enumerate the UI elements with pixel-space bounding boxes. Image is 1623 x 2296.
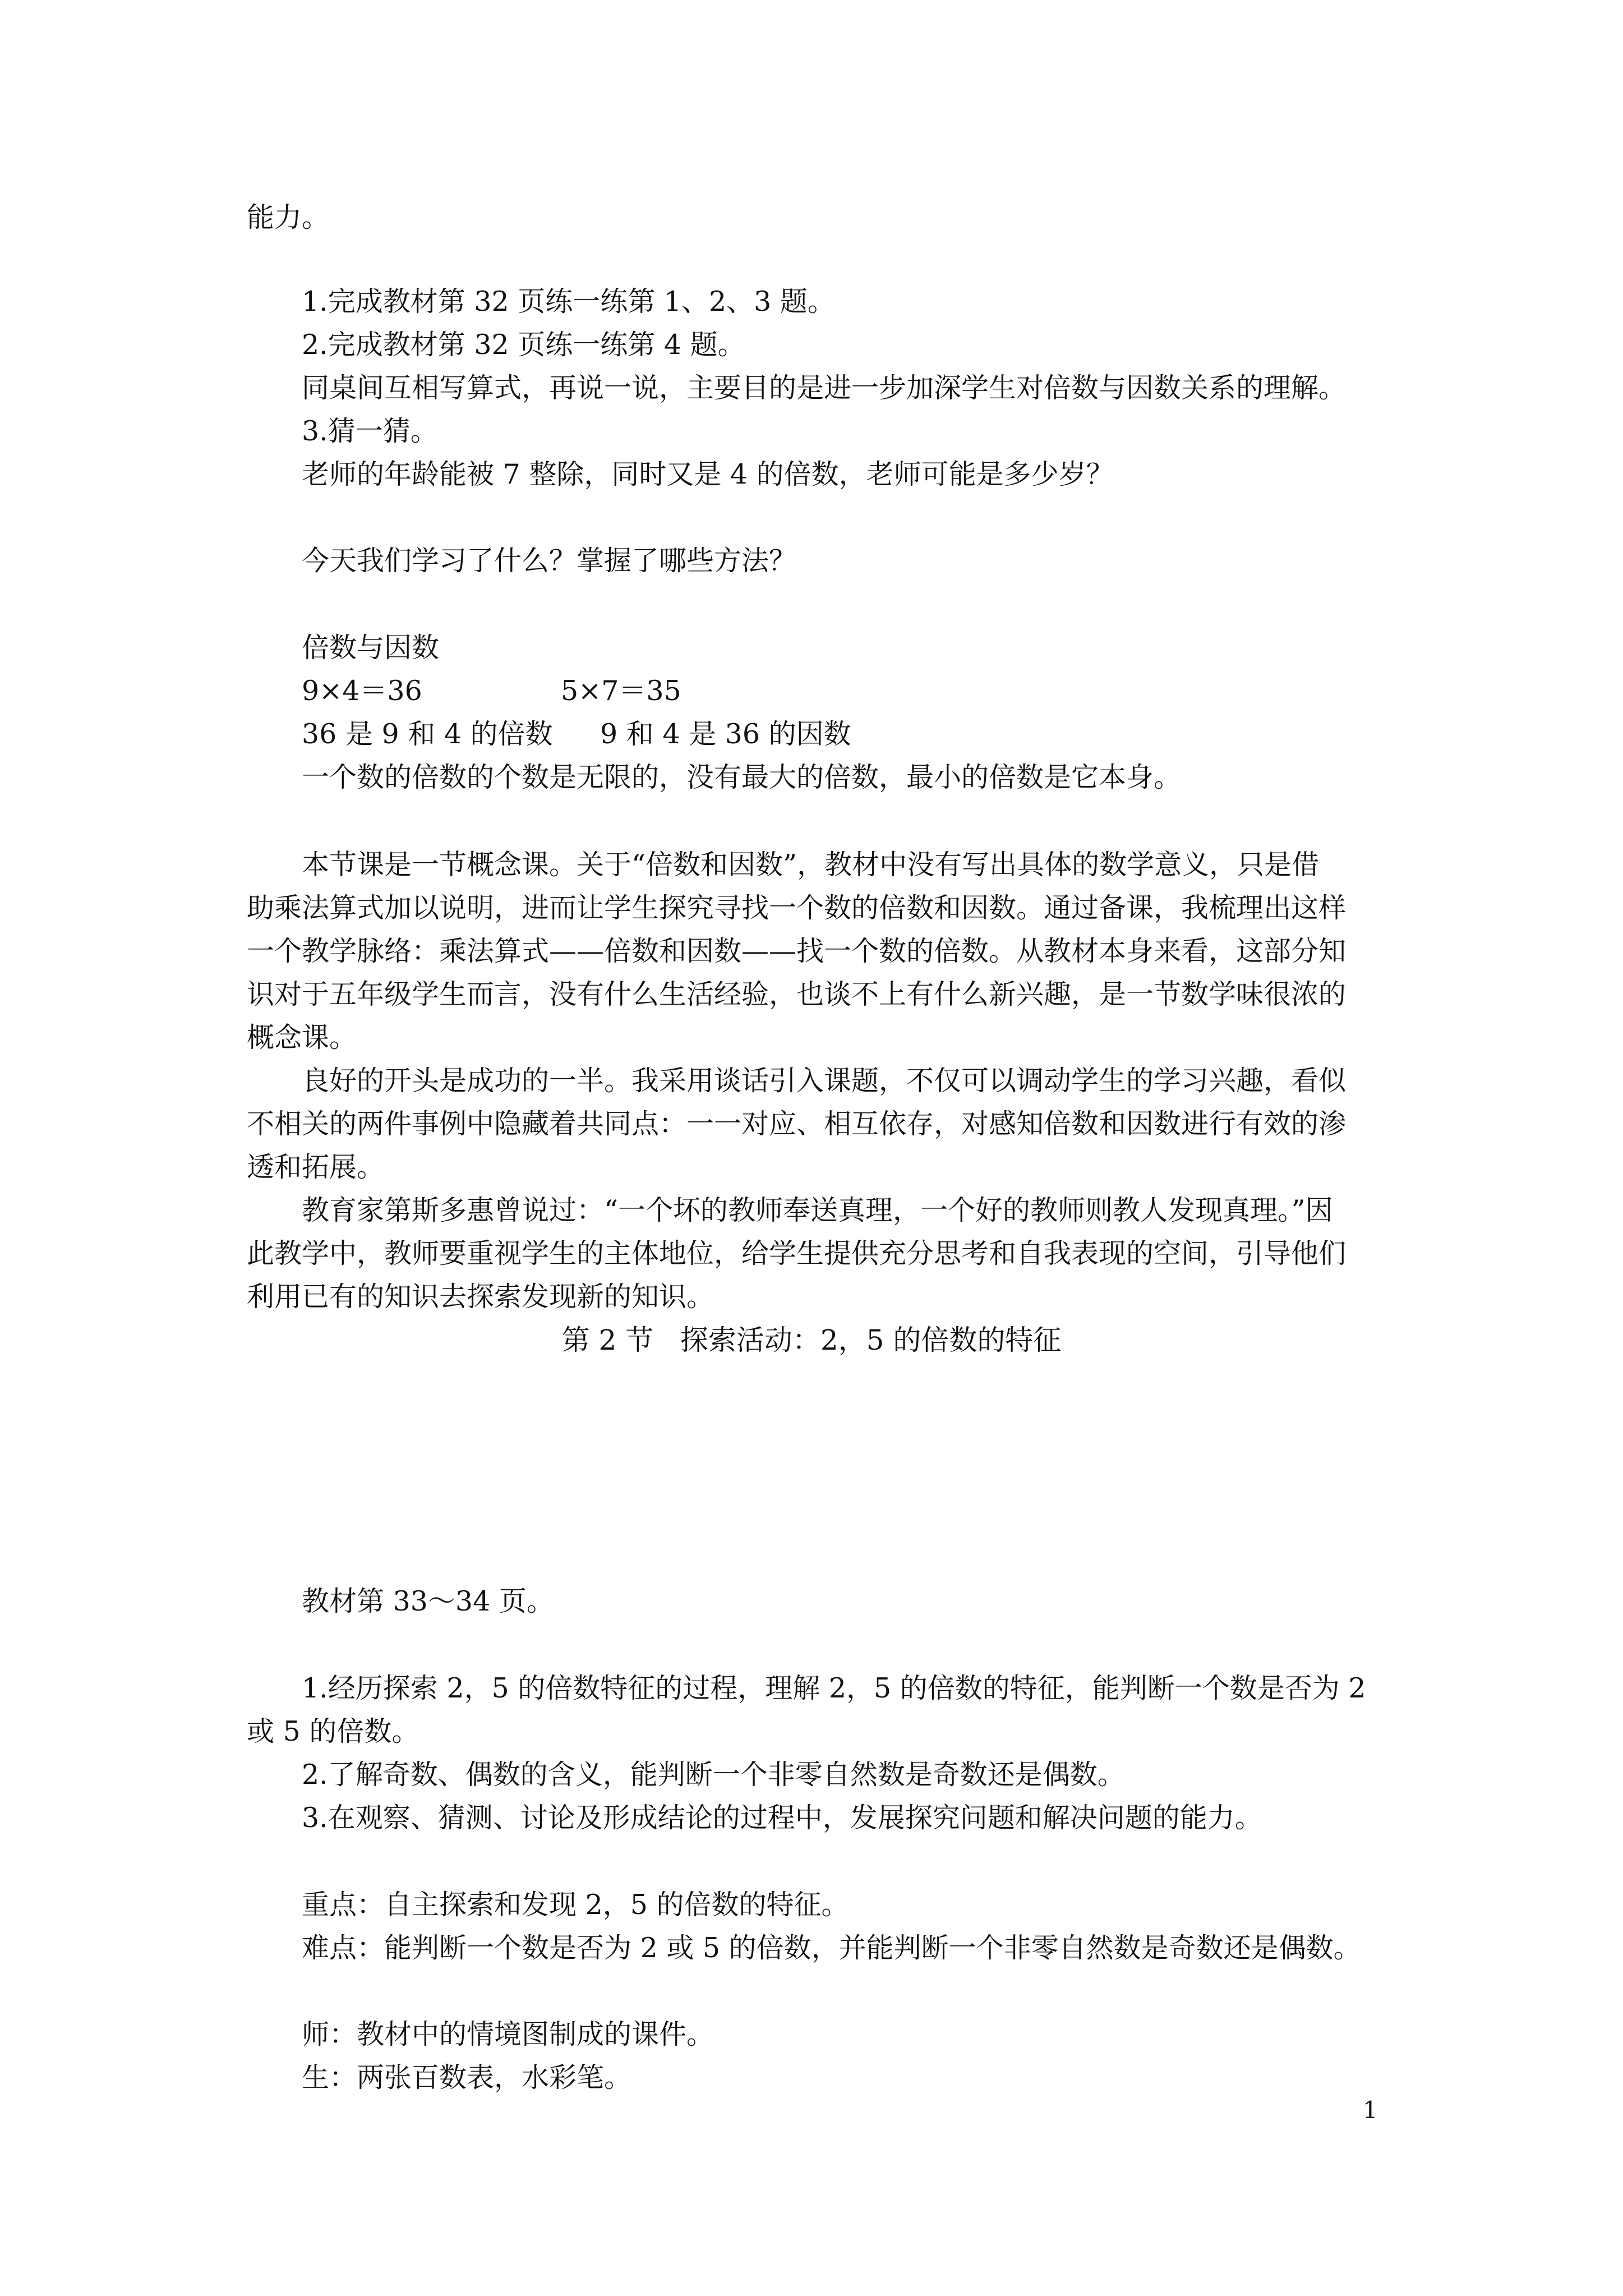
practice-item-3: 3.猜一猜。 — [302, 415, 438, 447]
objective-line: 1.经历探索 2，5 的倍数特征的过程，理解 2，5 的倍数的特征，能判断一个数是否为 2 — [302, 1672, 1366, 1704]
reflection-p1-line: 助乘法算式加以说明，进而让学生探究寻找一个数的倍数和因数。通过备课，我梳理出这样 — [247, 892, 1347, 924]
continuation-text: 能力。 — [247, 201, 330, 233]
board-conclusion: 一个数的倍数的个数是无限的，没有最大的倍数，最小的倍数是它本身。 — [302, 761, 1182, 793]
teaching-content: 教材第 33～34 页。 — [302, 1585, 554, 1617]
summary-question: 今天我们学习了什么？掌握了哪些方法？ — [302, 545, 797, 577]
difficult-point: 难点：能判断一个数是否为 2 或 5 的倍数，并能判断一个非零自然数是奇数还是偶数。 — [302, 1932, 1361, 1964]
board-relation-left: 36 是 9 和 4 的倍数 — [302, 718, 553, 750]
reflection-p2-line: 透和拓展。 — [247, 1151, 385, 1183]
reflection-p3-line: 教育家第斯多惠曾说过：“一个坏的教师奉送真理，一个好的教师则教人发现真理。”因 — [302, 1194, 1333, 1226]
board-relation-right: 9 和 4 是 36 的因数 — [600, 718, 851, 750]
board-equation-left: 9×4＝36 — [302, 675, 422, 707]
objective-line: 或 5 的倍数。 — [247, 1715, 419, 1747]
reflection-p1-line: 本节课是一节概念课。关于“倍数和因数”，教材中没有写出具体的数学意义，只是借 — [302, 849, 1320, 881]
reflection-p2-line: 不相关的两件事例中隐藏着共同点：一一对应、相互依存，对感知倍数和因数进行有效的渗 — [247, 1108, 1347, 1140]
practice-item-1: 1.完成教材第 32 页练一练第 1、2、3 题。 — [302, 286, 835, 318]
practice-item-3-question: 老师的年龄能被 7 整除，同时又是 4 的倍数，老师可能是多少岁？ — [302, 458, 1114, 490]
reflection-p1-line: 识对于五年级学生而言，没有什么生活经验，也谈不上有什么新兴趣，是一节数学味很浓的 — [247, 978, 1347, 1010]
student-preparation: 生：两张百数表，水彩笔。 — [302, 2062, 632, 2093]
board-equation-right: 5×7＝35 — [561, 675, 681, 707]
reflection-p3-line: 此教学中，教师要重视学生的主体地位，给学生提供充分思考和自我表现的空间，引导他们 — [247, 1237, 1347, 1269]
reflection-p3-line: 利用已有的知识去探索发现新的知识。 — [247, 1281, 714, 1313]
teacher-preparation: 师：教材中的情境图制成的课件。 — [302, 2018, 714, 2050]
reflection-p2-line: 良好的开头是成功的一半。我采用谈话引入课题，不仅可以调动学生的学习兴趣，看似 — [302, 1065, 1347, 1097]
key-point: 重点：自主探索和发现 2，5 的倍数的特征。 — [302, 1889, 849, 1921]
practice-item-2-note: 同桌间互相写算式，再说一说，主要目的是进一步加深学生对倍数与因数关系的理解。 — [302, 372, 1347, 404]
objective-line: 2.了解奇数、偶数的含义，能判断一个非零自然数是奇数还是偶数。 — [302, 1759, 1125, 1791]
page-number: 1 — [1363, 2096, 1378, 2124]
reflection-p1-line: 概念课。 — [247, 1022, 357, 1053]
section-title: 第 2 节 探索活动：2，5 的倍数的特征 — [561, 1324, 1062, 1356]
objective-line: 3.在观察、猜测、讨论及形成结论的过程中，发展探究问题和解决问题的能力。 — [302, 1802, 1262, 1834]
practice-item-2: 2.完成教材第 32 页练一练第 4 题。 — [302, 329, 745, 361]
reflection-p1-line: 一个教学脉络：乘法算式——倍数和因数——找一个数的倍数。从教材本身来看，这部分知 — [247, 935, 1347, 967]
board-title: 倍数与因数 — [302, 632, 440, 664]
